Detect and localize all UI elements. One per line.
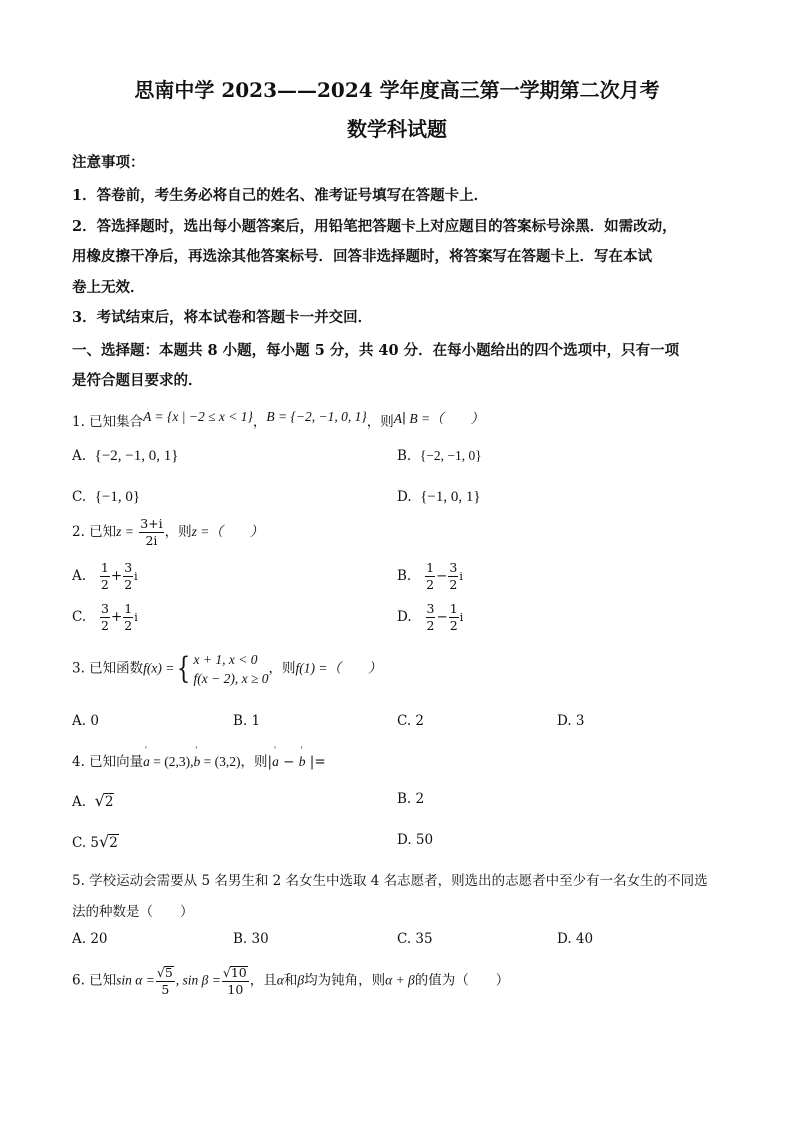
notice-item-2-cont: 用橡皮擦干净后，再选涂其他答案标号．回答非选择题时，将答案写在答题卡上．写在本试: [72, 248, 652, 265]
q5-option-c[interactable]: C. 35: [397, 931, 433, 947]
q2-option-b[interactable]: B. $\frac{1}{2}$ − $\frac{3}{2}$ i: [397, 560, 463, 592]
q3-lead: 3. 已知函数: [72, 660, 144, 677]
q1-lead: 1. 已知集合: [72, 414, 144, 430]
left-brace-icon: {: [177, 651, 191, 686]
q4-option-a[interactable]: A. √2: [72, 791, 114, 810]
vector-b: ' b: [194, 754, 201, 770]
q3-cases: x + 1, x < 0 f(x − 2), x ≥ 0: [193, 652, 269, 686]
q3-option-d[interactable]: D. 3: [557, 713, 585, 729]
question-5: 5. 学校运动会需要从 5 名男生和 2 名女生中选取 4 名志愿者，则选出的志愿者中至少有一名女生的不同选: [72, 873, 708, 889]
question-6: 6. 已知sin α = $\frac{√5}{5}$ , sin β = $\frac{√10}{10}$ ，且α和β均为钝角，则α + β的值为（ ）: [72, 965, 510, 997]
q2-option-a[interactable]: A. $\frac{1}{2}$ + $\frac{3}{2}$ i: [72, 560, 138, 592]
notice-item-3: 3．考试结束后，将本试卷和答题卡一并交回．: [72, 309, 373, 326]
option-label: B.: [397, 448, 412, 464]
q2-option-d[interactable]: D. $\frac{3}{2}$ − $\frac{1}{2}$ i: [397, 601, 464, 633]
notice-heading: 注意事项：: [72, 154, 145, 171]
q1-ask: ，则: [366, 414, 394, 430]
notice-item-1: 1．答卷前，考生务必将自己的姓名、准考证号填写在答题卡上．: [72, 187, 489, 204]
q6-lead: 6. 已知: [72, 972, 117, 989]
q3-ask: ，则: [268, 660, 296, 677]
q6-fraction-1: $\frac{√5}{5}$: [156, 965, 173, 997]
q2-fraction: $\frac{3+i}{2i}$: [140, 516, 163, 548]
q2-lead: 2. 已知: [72, 524, 117, 540]
q4-option-b[interactable]: B. 2: [397, 791, 425, 807]
question-4: 4. 已知向量' a = (2,3),' b = (3,2)，则|' a − ' b |=: [72, 750, 326, 770]
q1-option-b[interactable]: [397, 448, 482, 464]
notice-item-2-end: 卷上无效．: [72, 279, 145, 296]
q2-z: z =: [116, 524, 134, 539]
question-1: 1. 已知集合A = {x | −2 ≤ x < 1}，B = {−2, −1, 0, 1}，则A∣ B =（ ）: [72, 409, 485, 430]
sqrt-icon: √: [94, 791, 105, 810]
q3-option-a[interactable]: A. 0: [72, 713, 99, 729]
question-3: [72, 650, 381, 688]
q3-option-b[interactable]: B. 1: [233, 713, 261, 729]
q1-expression: A∣ B =（ ）: [393, 411, 485, 426]
sqrt-icon: √: [99, 832, 110, 851]
section-heading-cont: 是符合题目要求的．: [72, 372, 203, 389]
q3-option-c[interactable]: C. 2: [397, 713, 425, 729]
q1-option-c[interactable]: [72, 489, 140, 506]
vector-a: ' a: [143, 754, 150, 770]
q3-expression: f(1) =（ ）: [295, 660, 382, 676]
question-5-cont: 法的种数是（ ）: [72, 904, 194, 920]
q3-fx: f(x) =: [143, 660, 175, 676]
question-2: [72, 518, 263, 547]
sqrt-icon: √: [156, 965, 165, 980]
option-label: D.: [397, 489, 412, 505]
option-label: A.: [72, 448, 87, 464]
option-value: {−2, −1, 0}: [419, 448, 482, 463]
option-value: {−2, −1, 0, 1}: [94, 448, 179, 464]
q4-lead: 4. 已知向量: [72, 754, 144, 770]
q2-zbar: z =（ ）: [191, 524, 264, 539]
sqrt-icon: √: [222, 965, 231, 980]
q4-option-d[interactable]: D. 50: [397, 832, 434, 848]
section-heading: 一、选择题：本题共 8 小题，每小题 5 分，共 40 分．在每小题给出的四个选项中，只有一项: [72, 342, 680, 359]
option-label: C.: [72, 489, 87, 505]
q1-set-a: A = {x | −2 ≤ x < 1}: [143, 409, 253, 424]
q4-option-c[interactable]: C. 5√2: [72, 832, 118, 851]
q1-option-a[interactable]: [72, 448, 178, 465]
q6-fraction-2: $\frac{√10}{10}$: [222, 965, 247, 997]
exam-subtitle: 数学科试题: [347, 117, 447, 141]
exam-title: 思南中学 2023——2024 学年度高三第一学期第二次月考: [134, 78, 660, 102]
q1-set-b: B = {−2, −1, 0, 1}: [266, 409, 367, 424]
q2-ask: ，则: [164, 524, 192, 540]
q5-option-a[interactable]: A. 20: [72, 931, 108, 947]
q5-option-b[interactable]: B. 30: [233, 931, 269, 947]
q2-option-c[interactable]: C. $\frac{3}{2}$ + $\frac{1}{2}$ i: [72, 601, 138, 633]
q5-option-d[interactable]: D. 40: [557, 931, 594, 947]
notice-item-2: 2．答选择题时，选出每小题答案后，用铅笔把答题卡上对应题目的答案标号涂黑．如需改动，: [72, 218, 677, 235]
option-value: {−1, 0, 1}: [420, 489, 481, 505]
q1-option-d[interactable]: [397, 489, 481, 506]
option-value: {−1, 0}: [94, 489, 141, 505]
